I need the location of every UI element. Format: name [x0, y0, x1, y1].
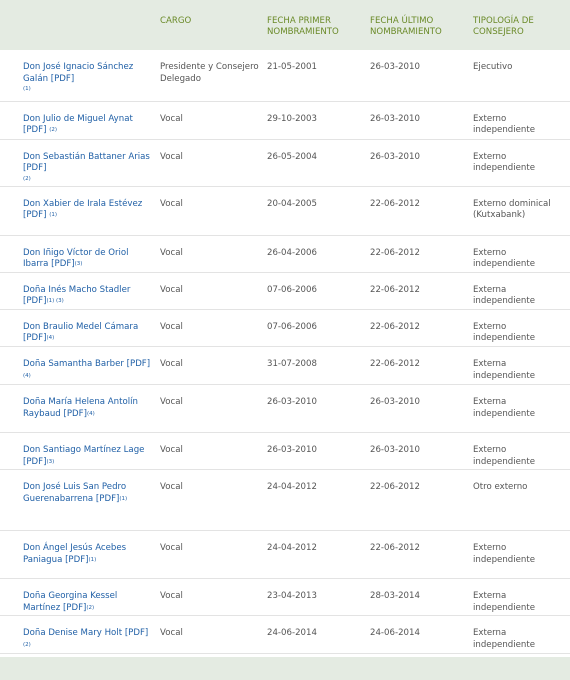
type-cell: Otro externo	[473, 482, 528, 493]
first-appointment-cell: 29-10-2003	[267, 113, 317, 124]
pdf-link[interactable]: [PDF]	[62, 602, 87, 613]
last-appointment-cell: 26-03-2010	[370, 113, 420, 124]
table-row	[0, 50, 570, 101]
first-appointment-cell: 24-04-2012	[267, 482, 317, 493]
cargo-cell: Presidente y Consejero Delegado	[160, 62, 259, 84]
pdf-link[interactable]: [PDF]	[65, 554, 89, 565]
last-appointment-cell: 28-03-2014	[370, 591, 420, 602]
first-appointment-cell: 31-07-2008	[267, 359, 317, 370]
last-appointment-cell: 22-06-2012	[370, 321, 420, 332]
table-row	[0, 272, 570, 309]
member-cell	[0, 616, 160, 653]
footnote-marker: (4)	[86, 410, 95, 417]
footnote-marker: (1)	[49, 212, 57, 219]
type-cell: Externo independiente	[473, 113, 535, 136]
first-appointment-cell: 23-04-2013	[267, 591, 317, 602]
type-cell: Externa independiente	[473, 284, 535, 307]
member-cell	[0, 470, 160, 531]
type-cell: Externo independiente	[473, 543, 535, 565]
first-appointment-cell: 21-05-2001	[267, 62, 317, 72]
member-cell	[0, 433, 160, 470]
table-footer-band	[0, 657, 570, 680]
pdf-link[interactable]: [PDF]	[23, 163, 47, 174]
pdf-link[interactable]: [PDF]	[23, 125, 47, 136]
cargo-cell: Vocal	[160, 445, 183, 456]
header-board-type: TIPOLOGÍA DE CONSEJERO	[473, 16, 534, 37]
pdf-link[interactable]: [PDF]	[63, 408, 87, 419]
pdf-link[interactable]: [PDF]	[95, 493, 120, 504]
footnote-marker: (3)	[46, 458, 55, 465]
cargo-cell: Vocal	[160, 591, 183, 602]
member-name-link[interactable]: Doña Denise Mary Holt	[23, 628, 123, 639]
last-appointment-cell: 22-06-2012	[370, 359, 420, 370]
footnote-marker: (4)	[23, 372, 31, 379]
cargo-cell: Vocal	[160, 321, 183, 332]
type-cell: Ejecutivo	[473, 62, 513, 72]
member-name-link[interactable]: Don Iñigo Víctor de Oriol Ibarra	[23, 247, 129, 270]
member-cell	[0, 385, 160, 433]
member-name-link[interactable]: Don Ángel Jesús Acebes Paniagua	[23, 543, 127, 565]
table-row	[0, 433, 570, 470]
pdf-link[interactable]: [PDF]	[23, 456, 47, 467]
type-cell: Externo dominical (Kutxabank)	[473, 198, 551, 221]
member-name-link[interactable]: Don Braulio Medel Cámara	[23, 321, 139, 332]
member-name-link[interactable]: Don José Ignacio Sánchez Galán	[23, 62, 134, 84]
member-name-link[interactable]: Don Xabier de Irala Estévez	[23, 198, 143, 209]
footnote-marker: (1) (3)	[46, 298, 64, 305]
table-header-row	[0, 0, 570, 50]
header-last-appointment: FECHA ÚLTIMO NOMBRAMIENTO	[370, 16, 442, 37]
type-cell: Externo independiente	[473, 247, 535, 270]
header-first-appointment: FECHA PRIMER NOMBRAMIENTO	[267, 16, 339, 37]
header-cargo: CARGO	[160, 16, 192, 26]
last-appointment-cell: 22-06-2012	[370, 198, 420, 209]
footnote-marker: (2)	[86, 604, 95, 611]
member-cell	[0, 101, 160, 139]
member-cell	[0, 186, 160, 235]
table-row	[0, 579, 570, 616]
type-cell: Externa independiente	[473, 591, 535, 613]
first-appointment-cell: 26-03-2010	[267, 397, 317, 408]
table-row	[0, 235, 570, 272]
member-name-link[interactable]: Don José Luis San Pedro Guerenabarrena	[23, 482, 127, 504]
pdf-link[interactable]: [PDF]	[124, 628, 149, 639]
first-appointment-cell: 24-06-2014	[267, 628, 317, 639]
type-cell: Externo independiente	[473, 321, 535, 344]
pdf-link[interactable]: [PDF]	[126, 359, 151, 370]
first-appointment-cell: 07-06-2006	[267, 284, 317, 295]
table-row	[0, 347, 570, 385]
last-appointment-cell: 22-06-2012	[370, 247, 420, 258]
member-name-link[interactable]: Don Julio de Miguel Aynat	[23, 113, 133, 124]
first-appointment-cell: 26-04-2006	[267, 247, 317, 258]
member-cell	[0, 50, 160, 101]
pdf-link[interactable]: [PDF]	[23, 333, 47, 344]
footnote-marker: (2)	[23, 175, 31, 182]
table-row	[0, 616, 570, 653]
pdf-link[interactable]: [PDF]	[50, 73, 75, 84]
footnote-marker: (1)	[88, 556, 97, 563]
pdf-link[interactable]: [PDF]	[23, 296, 47, 307]
first-appointment-cell: 26-03-2010	[267, 445, 317, 456]
cargo-cell: Vocal	[160, 284, 183, 295]
member-cell	[0, 139, 160, 186]
table-row	[0, 385, 570, 433]
member-name-link[interactable]: Doña Samantha Barber	[23, 359, 124, 370]
cargo-cell: Vocal	[160, 247, 183, 258]
footnote-marker: (4)	[46, 335, 55, 342]
member-cell	[0, 272, 160, 309]
footnote-marker: (2)	[49, 127, 57, 134]
last-appointment-cell: 24-06-2014	[370, 628, 420, 639]
member-name-link[interactable]: Doña María Helena Antolín Raybaud	[23, 397, 138, 419]
member-cell	[0, 531, 160, 579]
table-row	[0, 309, 570, 346]
type-cell: Externo independiente	[473, 151, 535, 174]
table-row	[0, 139, 570, 186]
cargo-cell: Vocal	[160, 482, 183, 493]
member-cell	[0, 235, 160, 272]
member-name-link[interactable]: Don Sebastián Battaner Arias	[23, 151, 150, 162]
header-name	[0, 0, 160, 50]
last-appointment-cell: 26-03-2010	[370, 397, 420, 408]
member-name-link[interactable]: Doña Georgina Kessel Martínez	[23, 591, 118, 613]
last-appointment-cell: 22-06-2012	[370, 284, 420, 295]
type-cell: Externa independiente	[473, 397, 535, 419]
member-name-link[interactable]: Doña Inés Macho Stadler	[23, 284, 131, 295]
member-cell	[0, 309, 160, 346]
cargo-cell: Vocal	[160, 151, 183, 162]
cargo-cell: Vocal	[160, 359, 183, 370]
footnote-marker: (1)	[119, 495, 128, 502]
cargo-cell: Vocal	[160, 198, 183, 209]
pdf-link[interactable]: [PDF]	[51, 259, 75, 270]
first-appointment-cell: 24-04-2012	[267, 543, 317, 554]
last-appointment-cell: 26-03-2010	[370, 151, 420, 162]
type-cell: Externa independiente	[473, 359, 535, 381]
table-row	[0, 186, 570, 235]
table-row	[0, 101, 570, 139]
cargo-cell: Vocal	[160, 397, 183, 408]
footnote-marker: (1)	[23, 86, 31, 93]
type-cell: Externo independiente	[473, 445, 535, 467]
member-name-link[interactable]: Don Santiago Martínez Lage	[23, 445, 145, 456]
last-appointment-cell: 26-03-2010	[370, 445, 420, 456]
last-appointment-cell: 22-06-2012	[370, 543, 420, 554]
last-appointment-cell: 22-06-2012	[370, 482, 420, 493]
footnote-marker: (3)	[74, 261, 83, 268]
first-appointment-cell: 07-06-2006	[267, 321, 317, 332]
table-row	[0, 470, 570, 531]
first-appointment-cell: 26-05-2004	[267, 151, 317, 162]
last-appointment-cell: 26-03-2010	[370, 62, 420, 72]
cargo-cell: Vocal	[160, 543, 183, 554]
cargo-cell: Vocal	[160, 628, 183, 639]
type-cell: Externa independiente	[473, 628, 535, 651]
member-cell	[0, 579, 160, 616]
member-cell	[0, 347, 160, 385]
cargo-cell: Vocal	[160, 113, 183, 124]
pdf-link[interactable]: [PDF]	[23, 210, 47, 221]
table-row	[0, 531, 570, 579]
footnote-marker: (2)	[23, 642, 31, 649]
first-appointment-cell: 20-04-2005	[267, 198, 317, 209]
